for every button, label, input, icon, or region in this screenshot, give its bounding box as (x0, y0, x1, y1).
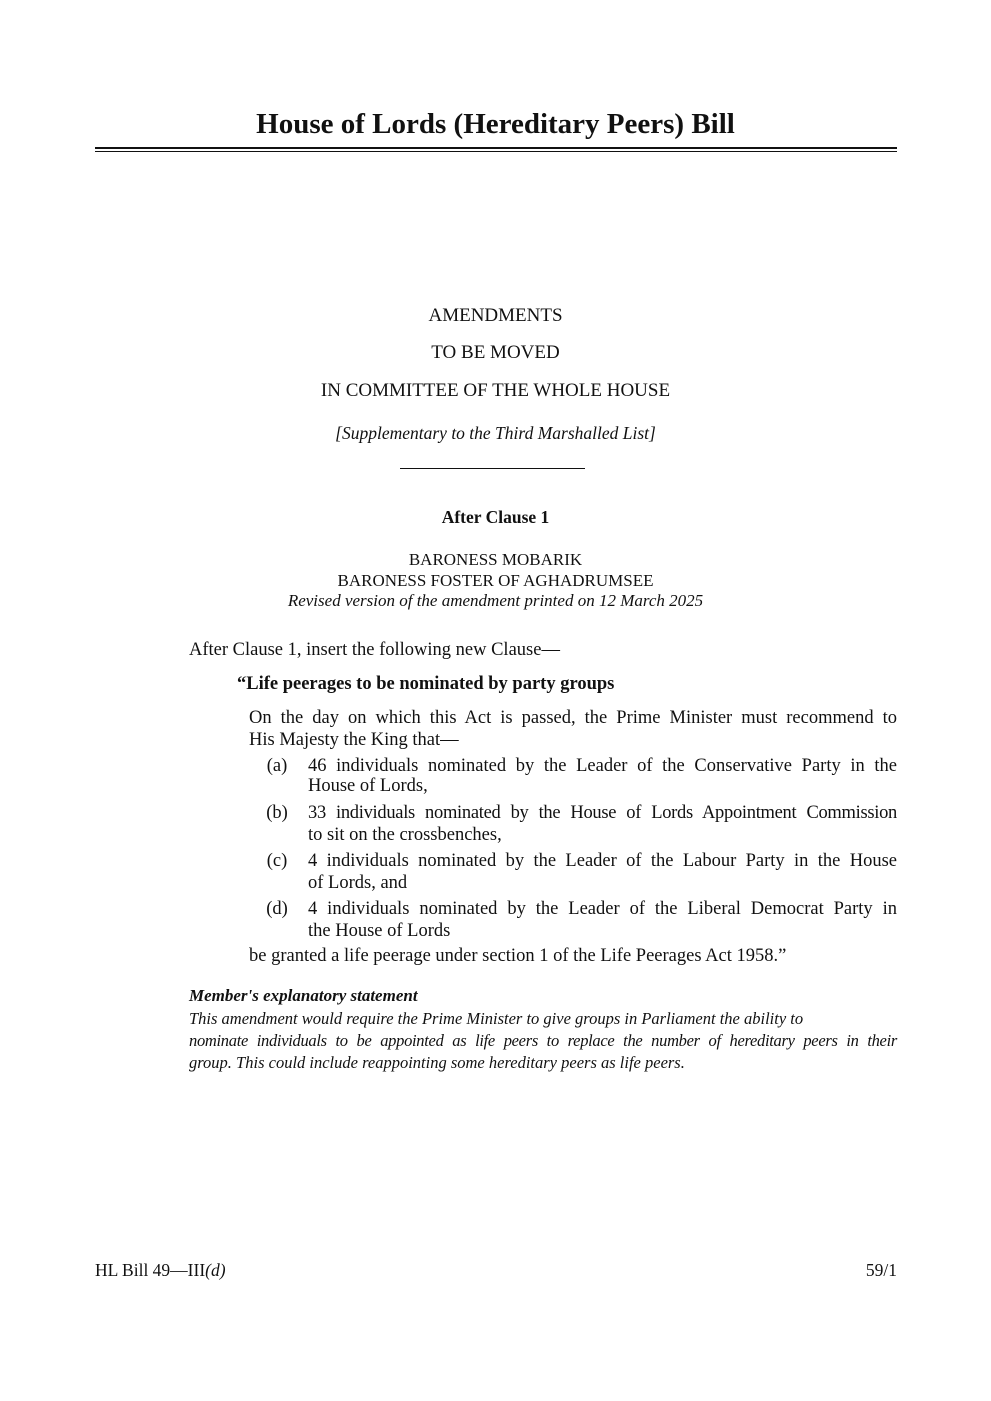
item-label: (a) (266, 756, 288, 776)
heading-committee: IN COMMITTEE OF THE WHOLE HOUSE (320, 380, 671, 401)
section-heading: After Clause 1 (441, 507, 550, 527)
item-label: (d) (266, 899, 288, 919)
item-label: (c) (266, 851, 288, 871)
item-text: of Lords, and (308, 873, 408, 893)
item-text: to sit on the crossbenches, (308, 825, 502, 845)
section-divider (400, 468, 585, 469)
item-label: (b) (266, 803, 288, 823)
supplementary-note: [Supplementary to the Third Marshalled List] (335, 423, 656, 443)
clause-title: “Life peerages to be nominated by party groups (237, 674, 615, 694)
heading-to-be-moved: TO BE MOVED (431, 342, 560, 363)
item-text: 33 individuals nominated by the House of Lords Appointment Commission (308, 803, 897, 823)
revision-note: Revised version of the amendment printed on 12 March 2025 (287, 591, 704, 610)
item-text: 4 individuals nominated by the Leader of the Labour Party in the House (308, 851, 897, 871)
page-number: 59/1 (865, 1260, 897, 1280)
bill-ref-text: HL Bill 49—III (95, 1260, 206, 1280)
item-text: 4 individuals nominated by the Leader of the Liberal Democrat Party in (308, 899, 897, 919)
sponsor: BARONESS FOSTER OF AGHADRUMSEE (337, 571, 654, 590)
title-rule (95, 147, 897, 149)
amendment-intro: After Clause 1, insert the following new Clause— (189, 640, 560, 660)
document-title: House of Lords (Hereditary Peers) Bill (256, 108, 735, 140)
heading-amendments: AMENDMENTS (428, 305, 563, 326)
bill-reference (95, 1259, 226, 1281)
title-rule-thin (95, 151, 897, 152)
statement-line: nominate individuals to be appointed as life peers to replace the number of hereditary peers in their (189, 1031, 897, 1050)
bill-ref-suffix: (d) (205, 1260, 226, 1280)
clause-text-line: On the day on which this Act is passed, the Prime Minister must recommend to (249, 708, 897, 728)
item-text: 46 individuals nominated by the Leader of the Conservative Party in the (308, 756, 897, 776)
statement-line: group. This could include reappointing some hereditary peers as life peers. (189, 1053, 685, 1072)
sponsor: BARONESS MOBARIK (408, 550, 583, 569)
item-text: House of Lords, (308, 776, 428, 796)
clause-text-line: His Majesty the King that— (249, 730, 459, 750)
statement-line: This amendment would require the Prime Minister to give groups in Parliament the ability to (189, 1009, 804, 1028)
item-text: the House of Lords (308, 921, 451, 941)
clause-closing: be granted a life peerage under section 1 of the Life Peerages Act 1958.” (249, 946, 787, 966)
statement-heading: Member's explanatory statement (189, 986, 418, 1005)
